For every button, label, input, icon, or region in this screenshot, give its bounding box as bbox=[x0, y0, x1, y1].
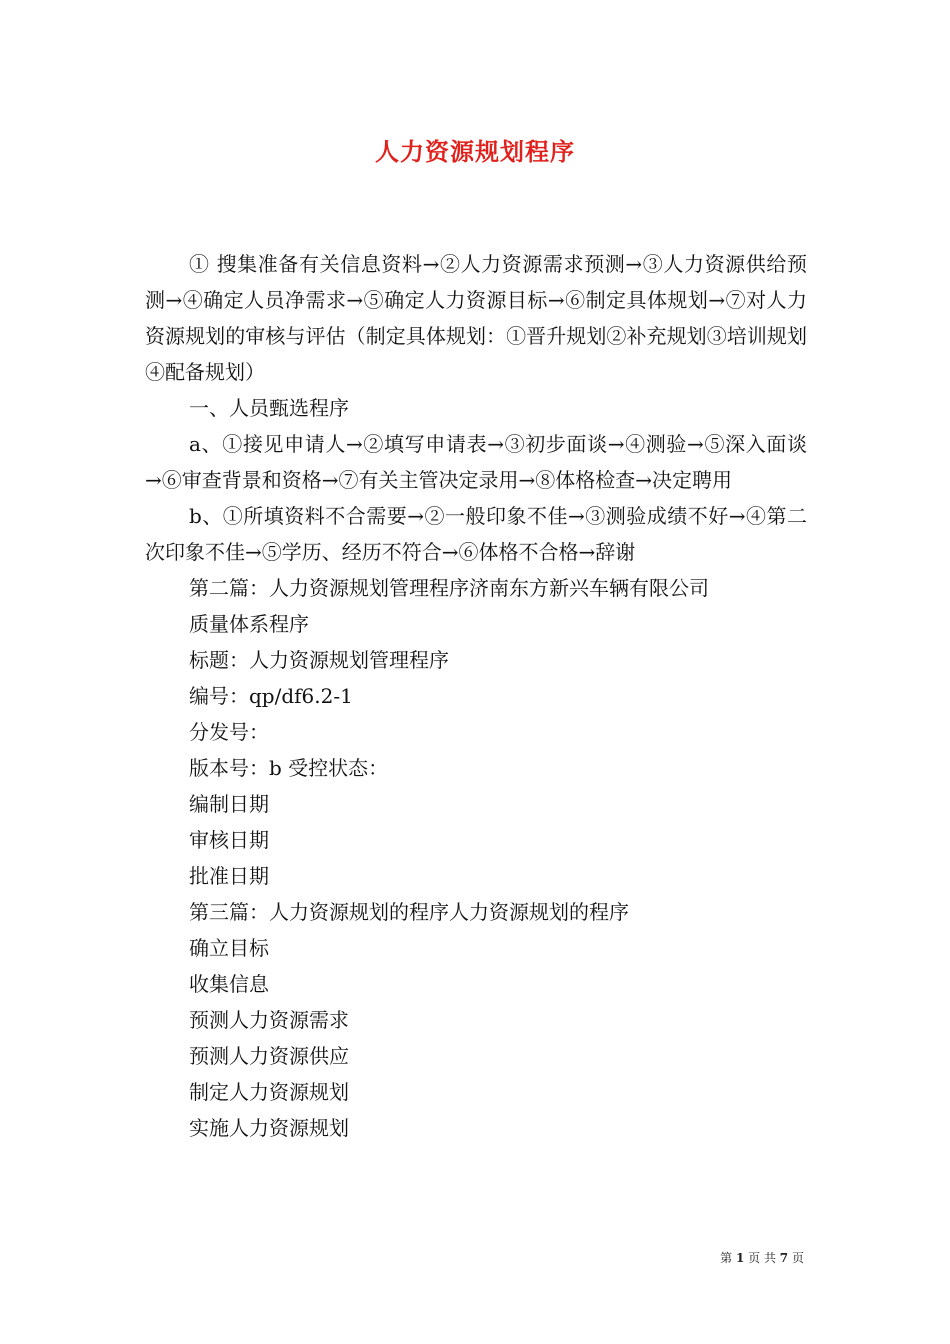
text-line: 预测人力资源需求 bbox=[189, 1008, 349, 1032]
text-line: 确立目标 bbox=[189, 936, 269, 960]
paragraph-selection-b: b、①所填资料不合需要→②一般印象不佳→③测验成绩不好→④第二次印象不佳→⑤学历、经历不符合→⑥体格不合格→辞谢 bbox=[145, 504, 807, 564]
footer-suffix: 页 bbox=[791, 1251, 804, 1265]
text-line: 编制日期 bbox=[189, 792, 269, 816]
text-line: 审核日期 bbox=[189, 828, 269, 852]
footer-prefix: 第 bbox=[720, 1251, 733, 1265]
text-line: 第二篇：人力资源规划管理程序济南东方新兴车辆有限公司 bbox=[189, 576, 709, 600]
text-line: 预测人力资源供应 bbox=[189, 1044, 349, 1068]
text-line: 批准日期 bbox=[189, 864, 269, 888]
paragraph-selection-a: a、①接见申请人→②填写申请表→③初步面谈→④测验→⑤深入面谈→⑥审查背景和资格→⑦有关主管决定录用→⑧体格检查→决定聘用 bbox=[145, 432, 807, 492]
text-line: 实施人力资源规划 bbox=[189, 1116, 349, 1140]
footer-total-pages: 7 bbox=[779, 1251, 789, 1265]
text-line: 收集信息 bbox=[189, 972, 269, 996]
document-body bbox=[145, 246, 807, 1146]
text-line: 质量体系程序 bbox=[189, 612, 309, 636]
text-line: 第三篇：人力资源规划的程序人力资源规划的程序 bbox=[189, 900, 629, 924]
text-line: 标题：人力资源规划管理程序 bbox=[189, 648, 449, 672]
paragraph-planning-steps: ① 搜集准备有关信息资料→②人力资源需求预测→③人力资源供给预测→④确定人员净需求→⑤确定人力资源目标→⑥制定具体规划→⑦对人力资源规划的审核与评估（制定具体规划：①晋升规划②补充规划③培训规划④配备规划） bbox=[145, 252, 807, 384]
text-line: 编号：qp/df6.2-1 bbox=[189, 684, 353, 708]
text-line: 版本号：b 受控状态： bbox=[189, 756, 389, 780]
text-line: 制定人力资源规划 bbox=[189, 1080, 349, 1104]
footer-page-number: 1 bbox=[735, 1251, 745, 1265]
document-title: 人力资源规划程序 bbox=[375, 137, 575, 166]
footer-middle: 页 共 bbox=[748, 1251, 776, 1265]
text-line: 分发号： bbox=[189, 720, 269, 744]
section-heading-selection: 一、人员甄选程序 bbox=[189, 396, 349, 420]
page-number-footer bbox=[720, 1249, 804, 1266]
